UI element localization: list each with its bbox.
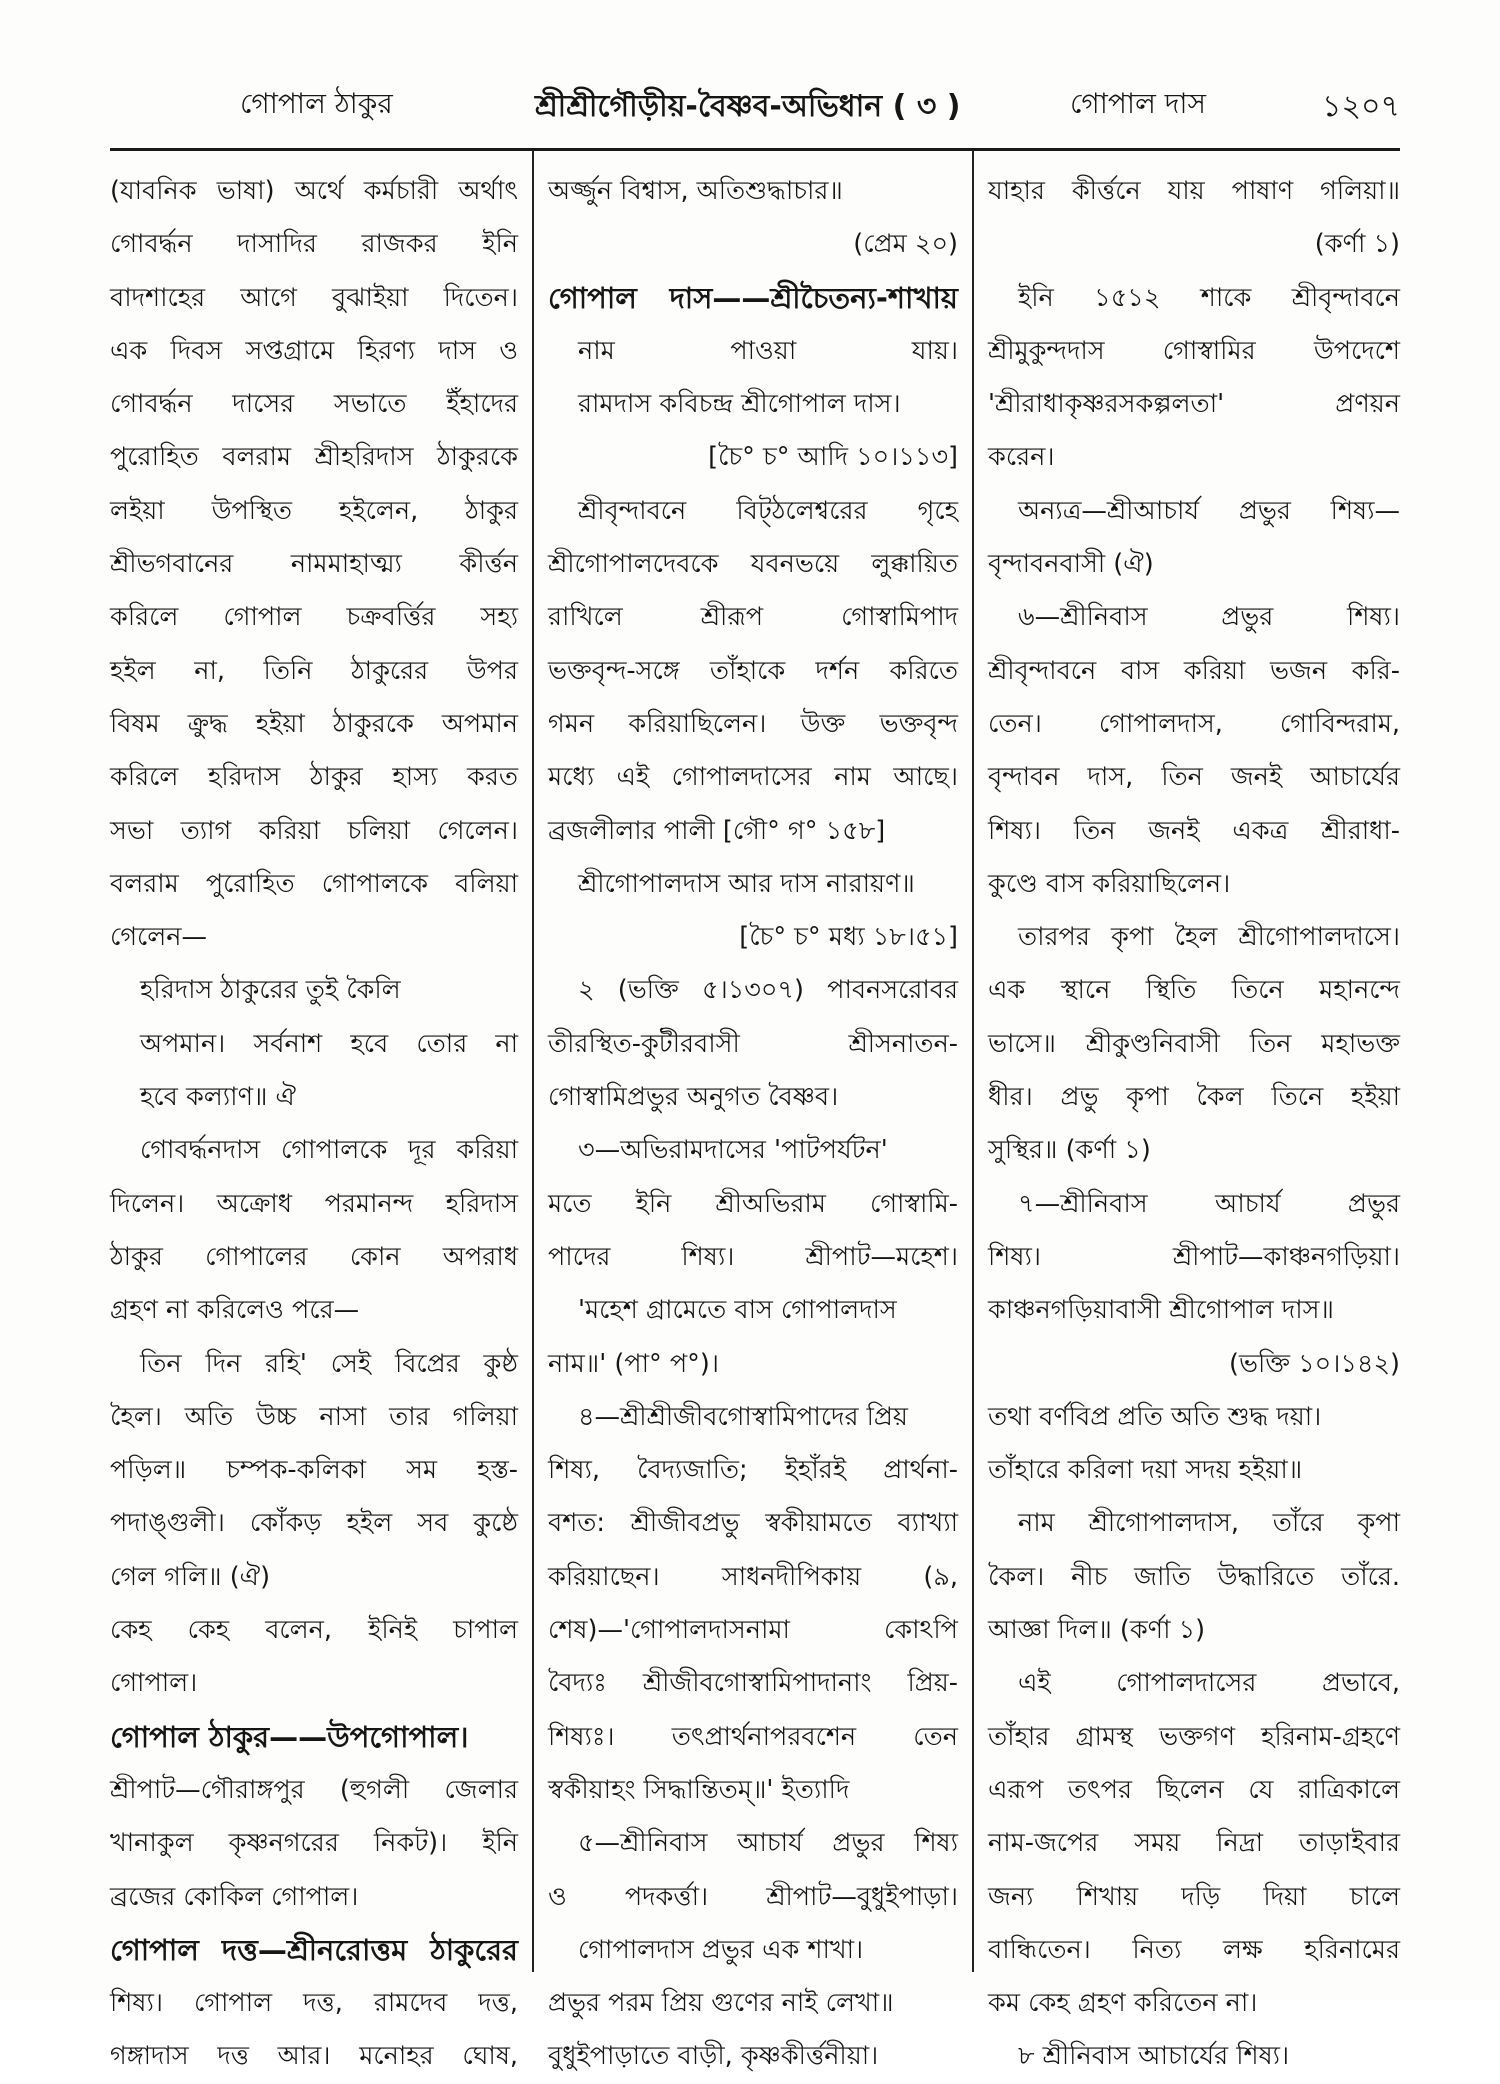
text-line: [চৈ° চ° মধ্য ১৮।৫১] [739, 922, 958, 953]
text-line: শেষ)—'গোপালদাসনামা কোঽপি [548, 1615, 958, 1646]
text-line: এক দিবস সপ্তগ্রামে হিরণ্য দাস ও [110, 335, 518, 366]
text-line: গোপাল। [110, 1668, 198, 1699]
text-line: বৈদ্যঃ শ্রীজীবগোস্বামিপাদানাং প্রিয়- [548, 1668, 958, 1699]
text-line: ধীর। প্রভু কৃপা কৈল তিনে হইয়া [988, 1082, 1400, 1113]
text-line: করিলে হরিদাস ঠাকুর হাস্য করত [110, 762, 518, 793]
text-line: শ্রীমুকুন্দদাস গোস্বামির উপদেশে [988, 335, 1400, 366]
text-line: ভক্তবৃন্দ-সঙ্গে তাঁহাকে দর্শন করিতে [548, 655, 958, 686]
text-line: বৃন্দাবনবাসী (ঐ) [988, 549, 1154, 580]
text-line: শিষ্য। তিন জনই একত্র শ্রীরাধা- [988, 815, 1400, 846]
text-line: তারপর কৃপা হৈল শ্রীগোপালদাসে। [1018, 922, 1400, 953]
text-line: বাদশাহের আগে বুঝাইয়া দিতেন। [110, 282, 518, 313]
text-line: তীরস্থিত-কুটীরবাসী শ্রীসনাতন- [548, 1028, 958, 1059]
text-line: গোপালদাস প্রভুর এক শাখা। [578, 1934, 864, 1965]
text-line: রাখিলে শ্রীরূপ গোস্বামিপাদ [548, 602, 958, 633]
text-line: শ্রীবৃন্দাবনে বিট্ঠলেশ্বরের গৃহে [578, 495, 958, 526]
text-line: ৪—শ্রীশ্রীজীবগোস্বামিপাদের প্রিয় [578, 1401, 908, 1432]
text-line: মতে ইনি শ্রীঅভিরাম গোস্বামি- [548, 1188, 958, 1219]
text-line: ঠাকুর গোপালের কোন অপরাধ [110, 1241, 518, 1272]
text-line: তিন দিন রহি' সেই বিপ্রের কুষ্ঠ [140, 1348, 518, 1379]
text-line: তাঁহার গ্রামস্থ ভক্তগণ হরিনাম-গ্রহণে [988, 1721, 1400, 1752]
text-line: গোবর্দ্ধন দাসাদির রাজকর ইনি [110, 229, 518, 260]
text-column-1 [110, 165, 518, 2072]
text-line: (প্রেম ২০) [853, 229, 958, 260]
text-line: অন্যত্র—শ্রীআচার্য প্রভুর শিষ্য— [1018, 495, 1400, 526]
text-line: 'মহেশ গ্রামেতে বাস গোপালদাস [578, 1295, 897, 1326]
text-line: হরিদাস ঠাকুরের তুই কৈলি [140, 975, 401, 1006]
text-line: [চৈ° চ° আদি ১০।১১৩] [708, 442, 958, 473]
text-line: পুরোহিত বলরাম শ্রীহরিদাস ঠাকুরকে [110, 442, 518, 473]
text-line: গমন করিয়াছিলেন। উক্ত ভক্তবৃন্দ [548, 708, 958, 739]
text-line: বশত: শ্রীজীবপ্রভু স্বকীয়ামতে ব্যাখ্যা [548, 1508, 958, 1539]
text-line: গোবর্দ্ধন দাসের সভাতে ইঁহাদের [110, 389, 518, 420]
text-line: ও পদকর্ত্তা। শ্রীপাট—বুধুইপাড়া। [548, 1881, 958, 1912]
text-line: করেন। [988, 442, 1055, 473]
text-line: শ্রীবৃন্দাবনে বাস করিয়া ভজন করি- [988, 655, 1400, 686]
text-line: প্রভুর পরম প্রিয় গুণের নাই লেখা॥ [548, 1988, 894, 2019]
text-line: সভা ত্যাগ করিয়া চলিয়া গেলেন। [110, 815, 518, 846]
text-line: কৈল। নীচ জাতি উদ্ধারিতে তাঁরে. [988, 1561, 1400, 1592]
column-divider [972, 150, 974, 1972]
text-line: নাম-জপের সময় নিদ্রা তাড়াইবার [988, 1828, 1400, 1859]
text-line: কুণ্ডে বাস করিয়াছিলেন। [988, 868, 1231, 899]
text-line: ৩—অভিরামদাসের 'পাটপর্যটন' [578, 1135, 888, 1166]
text-line: হৈল। অতি উচ্চ নাসা তার গলিয়া [110, 1401, 518, 1432]
text-line: শিষ্য, বৈদ্যজাতি; ইহাঁরই প্রার্থনা- [548, 1455, 958, 1486]
text-line: শ্রীগোপালদেবকে যবনভয়ে লুক্কায়িত [548, 549, 958, 580]
running-header [110, 82, 1400, 138]
text-line: শ্রীভগবানের নামমাহাত্ম্য কীর্ত্তন [110, 549, 518, 580]
text-line: জন্য শিখায় দড়ি দিয়া চালে [988, 1881, 1400, 1912]
text-line: এক স্থানে স্থিতি তিনে মহানন্দে [988, 975, 1400, 1006]
text-line: ৫—শ্রীনিবাস আচার্য প্রভুর শিষ্য [578, 1828, 958, 1859]
text-line: পড়িল॥ চম্পক-কলিকা সম হস্ত- [110, 1455, 518, 1486]
text-line: লইয়া উপস্থিত হইলেন, ঠাকুর [110, 495, 518, 526]
text-line: বিষম ক্রুদ্ধ হইয়া ঠাকুরকে অপমান [110, 708, 518, 739]
text-line: গেলেন— [110, 922, 208, 953]
text-line: গঙ্গাদাস দত্ত আর। মনোহর ঘোষ, [110, 2041, 518, 2072]
header-book-title: শ্রীশ্রীগৌড়ীয়-বৈষ্ণব-অভিধান ( ৩ ) [535, 89, 961, 124]
text-line: (ভক্তি ১০।১৪২) [1229, 1348, 1400, 1379]
text-line: এরূপ তৎপর ছিলেন যে রাত্রিকালে [988, 1774, 1400, 1805]
text-line: ইনি ১৫১২ শাকে শ্রীবৃন্দাবনে [1018, 282, 1400, 313]
text-line: হবে কল্যাণ॥ ঐ [140, 1082, 297, 1113]
text-line: নাম পাওয়া যায়। [578, 335, 958, 366]
text-line: আজ্ঞা দিল॥ (কর্ণা ১) [988, 1615, 1206, 1646]
text-line: সুস্থির॥ (কর্ণা ১) [988, 1135, 1151, 1166]
text-line: গোপাল দাস——শ্রীচৈতন্য-শাখায় [548, 280, 958, 315]
text-line: স্বকীয়াহং সিদ্ধান্তিতম্॥' ইত্যাদি [548, 1774, 850, 1805]
text-line: গোবর্দ্ধনদাস গোপালকে দূর করিয়া [140, 1135, 518, 1166]
header-rule [110, 148, 1400, 151]
text-line: নাম শ্রীগোপালদাস, তাঁরে কৃপা [1018, 1508, 1400, 1539]
text-line: শ্রীগোপালদাস আর দাস নারায়ণ॥ [578, 868, 915, 899]
text-line: পদাঙ্গুলী। কোঁকড় হইল সব কুষ্ঠে [110, 1508, 518, 1539]
text-line: শিষ্য। শ্রীপাট—কাঞ্চনগড়িয়া। [988, 1241, 1400, 1272]
text-line: রামদাস কবিচন্দ্র শ্রীগোপাল দাস। [578, 389, 901, 420]
text-line: গেল গলি॥ (ঐ) [110, 1561, 271, 1592]
text-line: তথা বর্ণবিপ্র প্রতি অতি শুদ্ধ দয়া। [988, 1401, 1322, 1432]
text-line: নাম॥' (পা° প°)। [548, 1348, 719, 1379]
text-line: তাঁহারে করিলা দয়া সদয় হইয়া॥ [988, 1455, 1303, 1486]
text-line: হইল না, তিনি ঠাকুরের উপর [110, 655, 518, 686]
text-line: শিষ্য। গোপাল দত্ত, রামদেব দত্ত, [110, 1988, 518, 2019]
text-line: তেন। গোপালদাস, গোবিন্দরাম, [988, 708, 1400, 739]
header-left-headword: গোপাল ঠাকুর [240, 87, 393, 120]
text-line: এই গোপালদাসের প্রভাবে, [1018, 1668, 1400, 1699]
text-line: যাহার কীর্ত্তনে যায় পাষাণ গলিয়া॥ [988, 176, 1400, 206]
text-line: ব্রজলীলার পালী [গৌ° গ° ১৫৮] [548, 815, 886, 846]
text-line: বুধুইপাড়াতে বাড়ী, কৃষ্ণকীর্ত্তনীয়া। [548, 2041, 879, 2072]
text-line: দিলেন। অক্রোধ পরমানন্দ হরিদাস [110, 1188, 518, 1219]
text-line: গোপাল ঠাকুর——উপগোপাল। [110, 1719, 469, 1754]
page-number: ১২০৭ [1322, 89, 1400, 124]
text-line: অর্জ্জুন বিশ্বাস, অতিশুদ্ধাচার॥ [548, 176, 843, 206]
text-line: ভাসে॥ শ্রীকুণ্ডনিবাসী তিন মহাভক্ত [988, 1028, 1400, 1059]
text-line: শ্রীপাট—গৌরাঙ্গপুর (হুগলী জেলার [110, 1774, 518, 1805]
text-line: ৬—শ্রীনিবাস প্রভুর শিষ্য। [1018, 602, 1400, 633]
text-line: বলরাম পুরোহিত গোপালকে বলিয়া [110, 868, 518, 899]
text-line: কেহ কেহ বলেন, ইনিই চাপাল [110, 1615, 518, 1646]
text-column-3 [988, 165, 1400, 2072]
text-line: বৃন্দাবন দাস, তিন জনই আচার্যের [988, 762, 1400, 793]
text-line: খানাকুল কৃষ্ণনগরের নিকট)। ইনি [110, 1828, 518, 1859]
text-line: 'শ্রীরাধাকৃষ্ণরসকল্পলতা' প্রণয়ন [988, 389, 1400, 420]
text-line: মধ্যে এই গোপালদাসের নাম আছে। [548, 762, 958, 793]
text-line: গোস্বামিপ্রভুর অনুগত বৈষ্ণব। [548, 1082, 839, 1113]
text-line: কাঞ্চনগড়িয়াবাসী শ্রীগোপাল দাস॥ [988, 1295, 1334, 1326]
text-line: বান্ধিতেন। নিত্য লক্ষ হরিনামের [988, 1934, 1400, 1965]
text-line: করিয়াছেন। সাধনদীপিকায় (৯, [548, 1561, 958, 1592]
text-line: গ্রহণ না করিলেও পরে— [110, 1295, 360, 1326]
header-right-headword: গোপাল দাস [1070, 87, 1207, 120]
text-column-2 [548, 165, 958, 2072]
text-line: কম কেহ গ্রহণ করিতেন না। [988, 1988, 1258, 2019]
text-line: ব্রজের কোকিল গোপাল। [110, 1881, 359, 1912]
column-divider [532, 150, 534, 1972]
text-line: করিলে গোপাল চক্রবর্ত্তির সহ্য [110, 602, 518, 633]
text-line: (যাবনিক ভাষা) অর্থে কর্মচারী অর্থাৎ [110, 176, 518, 206]
text-line: ৭—শ্রীনিবাস আচার্য প্রভুর [1018, 1188, 1400, 1219]
text-line: ২ (ভক্তি ৫।১৩০৭) পাবনসরোবর [578, 975, 958, 1006]
text-line: (কর্ণা ১) [1314, 229, 1400, 260]
text-line: অপমান। সর্বনাশ হবে তোর না [140, 1028, 518, 1059]
text-line: শিষ্যঃ। তৎপ্রার্থনাপরবশেন তেন [548, 1721, 958, 1752]
text-line: পাদের শিষ্য। শ্রীপাট—মহেশ। [548, 1241, 958, 1272]
text-line: ৮ শ্রীনিবাস আচার্যের শিষ্য। [1018, 2041, 1290, 2072]
text-line: গোপাল দত্ত—শ্রীনরোত্তম ঠাকুরের [110, 1932, 518, 1967]
